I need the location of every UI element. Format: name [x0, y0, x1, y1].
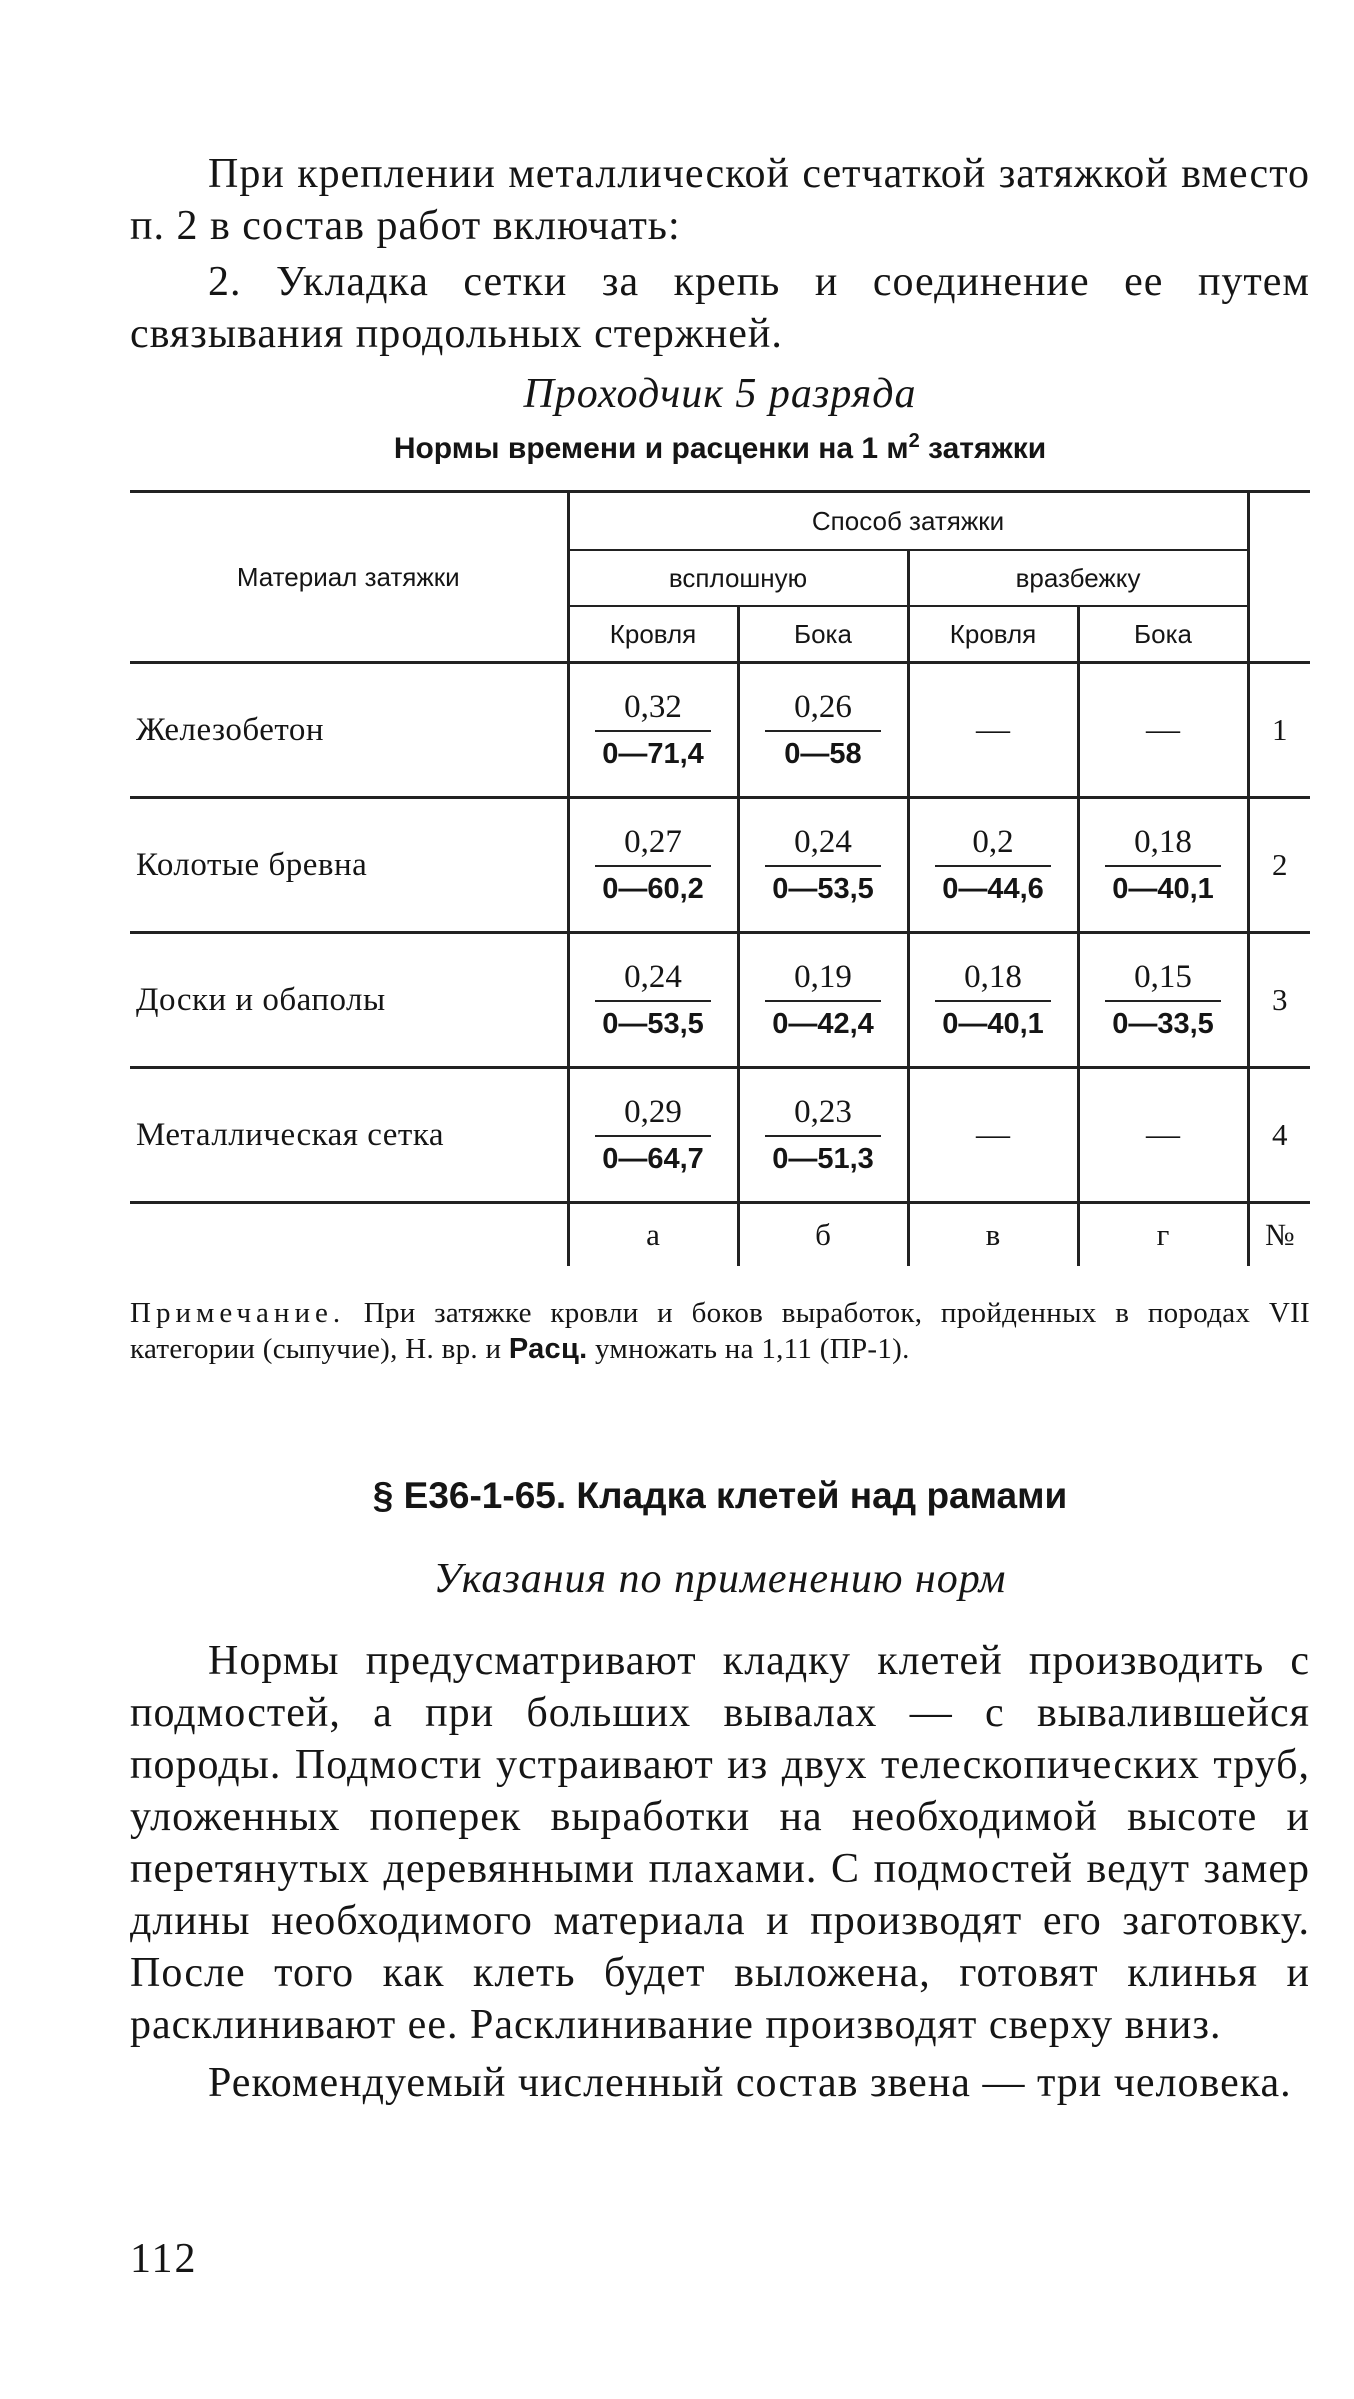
note-text-1: При затяжке кровли и боков выработок, пройденных в породах VII категории (сыпучие), Н. вр. и	[130, 1297, 1310, 1365]
rate: 0—60,2	[602, 872, 704, 905]
norm-time: 0,24	[765, 824, 881, 867]
row-number: 2	[1248, 798, 1310, 933]
body-paragraph-2: Рекомендуемый численный состав звена — три человека.	[208, 2060, 1292, 2106]
row-label: Колотые бревна	[130, 798, 568, 933]
cell-b	[738, 663, 908, 798]
cell-a	[568, 1068, 738, 1203]
rate: 0—40,1	[942, 1007, 1044, 1040]
note-bold: Расц.	[508, 1333, 588, 1365]
worker-title: Проходчик 5 разряда	[523, 371, 917, 417]
cell-a	[568, 933, 738, 1068]
norm-time: 0,27	[595, 824, 711, 867]
rate: 0—40,1	[1112, 872, 1214, 905]
norm-time: 0,23	[765, 1094, 881, 1137]
header-sides-g: Бока	[1078, 606, 1248, 663]
row-number: 3	[1248, 933, 1310, 1068]
row-number: 1	[1248, 663, 1310, 798]
norm-time: 0,18	[1105, 824, 1221, 867]
header-solid: всплошную	[568, 550, 908, 606]
cell-g	[1078, 798, 1248, 933]
table-title-sup: 2	[908, 430, 920, 452]
rate: 0—53,5	[772, 872, 874, 905]
intro-paragraph-1: При креплении металлической сетчаткой затяжкой вместо п. 2 в состав работ включать:	[130, 151, 1310, 249]
row-label: Доски и обаполы	[130, 933, 568, 1068]
footer-col-v: в	[908, 1203, 1078, 1267]
cell-g	[1078, 933, 1248, 1068]
table-title-text: Нормы времени и расценки на 1 м	[393, 432, 909, 465]
norm-time: 0,24	[595, 959, 711, 1002]
cell-v	[908, 933, 1078, 1068]
table-row	[130, 663, 1310, 798]
table-row	[130, 933, 1310, 1068]
rate: 0—53,5	[602, 1007, 704, 1040]
header-spaced: вразбежку	[908, 550, 1248, 606]
table-note	[130, 1295, 1310, 1367]
intro-section	[130, 148, 1310, 360]
header-material: Материал затяжки	[130, 492, 568, 663]
table-title	[130, 432, 1310, 466]
footer-col-num: №	[1264, 1217, 1295, 1252]
norm-time: 0,32	[595, 689, 711, 732]
page-number: 112	[130, 2236, 198, 2282]
norms-table	[130, 490, 1310, 1266]
header-sides-b: Бока	[738, 606, 908, 663]
norms-table-wrap	[130, 490, 1310, 1266]
row-number: 4	[1248, 1068, 1310, 1203]
norm-time: 0,26	[765, 689, 881, 732]
footer-col-b: б	[738, 1203, 908, 1267]
intro-paragraph-2: 2. Укладка сетки за крепь и соединение ее путем связывания продольных стержней.	[130, 259, 1310, 357]
row-label: Металлическая сетка	[130, 1068, 568, 1203]
cell-v	[908, 798, 1078, 933]
rate: 0—51,3	[772, 1142, 874, 1175]
table-footer-row	[130, 1203, 1310, 1267]
note-lead: Примечание.	[130, 1297, 346, 1329]
rate: 0—64,7	[602, 1142, 704, 1175]
cell-v: —	[908, 663, 1078, 798]
rate: 0—71,4	[602, 737, 704, 770]
rate: 0—44,6	[942, 872, 1044, 905]
table-row	[130, 798, 1310, 933]
header-roof-a: Кровля	[568, 606, 738, 663]
norm-time: 0,2	[935, 824, 1051, 867]
table-title-end: затяжки	[928, 432, 1047, 465]
rate: 0—42,4	[772, 1007, 874, 1040]
cell-a	[568, 798, 738, 933]
row-label: Железобетон	[130, 663, 568, 798]
body-paragraph-1: Нормы предусматривают кладку клетей производить с подмостей, а при больших вывалах — с вывалившейся породы. Подмости устраивают из двух телескопических труб, уложенных поперек выработки на необходимой высоте и перетянутых деревянными плахами. С подмостей ведут замер длины необходимого материала и производят его заготовку. После того как клеть будет выложена, готовят клинья и расклинивают ее. Расклинивание производят сверху вниз.	[130, 1638, 1310, 2048]
note-text-2: умножать на 1,11 (ПР-1).	[587, 1333, 910, 1365]
footer-col-g: г	[1078, 1203, 1248, 1267]
footer-col-a: а	[568, 1203, 738, 1267]
rate: 0—33,5	[1112, 1007, 1214, 1040]
norm-time: 0,18	[935, 959, 1051, 1002]
cell-b	[738, 798, 908, 933]
section-subheading: Указания по применению норм	[433, 1556, 1007, 1602]
cell-g: —	[1078, 663, 1248, 798]
norm-time: 0,19	[765, 959, 881, 1002]
cell-v: —	[908, 1068, 1078, 1203]
section-heading: § Е36-1-65. Кладка клетей над рамами	[372, 1475, 1068, 1516]
header-method: Способ затяжки	[568, 492, 1248, 551]
header-roof-v: Кровля	[908, 606, 1078, 663]
cell-a	[568, 663, 738, 798]
body-section	[130, 1635, 1310, 2109]
cell-b	[738, 1068, 908, 1203]
cell-g: —	[1078, 1068, 1248, 1203]
rate: 0—58	[784, 737, 862, 770]
table-row	[130, 1068, 1310, 1203]
cell-b	[738, 933, 908, 1068]
norm-time: 0,15	[1105, 959, 1221, 1002]
norm-time: 0,29	[595, 1094, 711, 1137]
